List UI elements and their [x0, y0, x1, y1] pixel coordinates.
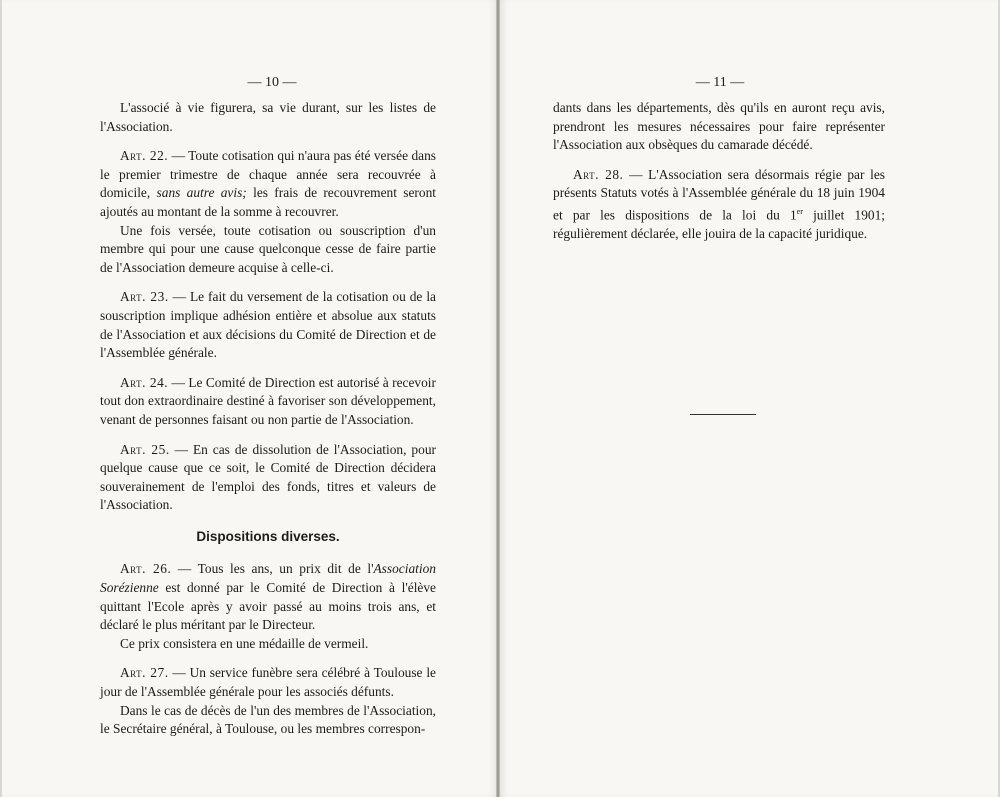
article-26-label: Art. 26.: [120, 561, 172, 577]
page-number-10: — 10 —: [247, 75, 297, 90]
article-25-text: — En cas de dissolution de l'Association, pour quelque cause que ce soit, le Comité de Direction décidera souverainement de l'emploi des fonds, titres et valeurs de l'Association.: [100, 441, 436, 513]
article-23-label: Art. 23.: [120, 289, 169, 305]
article-22-label: Art. 22.: [120, 148, 169, 164]
article-28-text-b: juillet 1901; régulièrement déclarée, elle jouira de la capacité juridique.: [553, 207, 886, 242]
left-edge: [0, 0, 2, 797]
article-26-italic: Association Sorézienne: [100, 561, 436, 596]
intro-paragraph: L'associé à vie figurera, sa vie durant, sur les listes de l'Association.: [100, 100, 436, 134]
article-24-text: — Le Comité de Direction est autorisé à recevoir tout don extraordinaire destiné à favoriser son développement, venant de personnes faisant ou non partie de l'Association.: [100, 374, 436, 427]
section-heading: Dispositions diverses.: [196, 528, 340, 544]
article-26-text-a: — Tous les ans, un prix dit de l': [171, 561, 374, 577]
article-26-text-b: est donné par le Comité de Direction à l'élève quittant l'Ecole après y avoir passé au moins trois ans, et déclaré le plus méritant par le Directeur.: [100, 580, 436, 633]
article-27-label: Art. 27.: [120, 665, 169, 681]
article-28-label: Art. 28.: [573, 166, 624, 182]
article-26: [100, 560, 436, 634]
article-27: [100, 664, 436, 701]
article-22-text-a: — Toute cotisation qui n'aura pas été versée dans le premier trimestre de chaque année sera recouvrée à domicile,: [100, 148, 436, 201]
article-23: [100, 288, 436, 362]
article-27-text: — Un service funèbre sera célébré à Toulouse le jour de l'Assemblée générale pour les associés défunts.: [100, 665, 436, 700]
end-rule: [690, 414, 756, 415]
article-22-italic: sans autre avis;: [156, 185, 247, 201]
article-22-text-b: les frais de recouvrement seront ajoutés au montant de la somme à recouvrer.: [100, 185, 436, 219]
continued-paragraph: dants dans les départements, dès qu'ils en auront reçu avis, prendront les mesures nécessaires pour faire représenter l'Association aux obsèques du camarade décédé.: [553, 100, 885, 153]
left-page-text: [100, 99, 436, 739]
article-22-paragraph-2: Une fois versée, toute cotisation ou souscription d'un membre qui pour une cause quelconque cesse de faire partie de l'Association demeure acquise à celle-ci.: [100, 222, 436, 275]
article-28: [553, 166, 885, 244]
article-27-paragraph-2: Dans le cas de décès de l'un des membres de l'Association, le Secrétaire général, à Toulouse, ou les membres correspon-: [100, 702, 436, 737]
article-25-label: Art. 25.: [120, 441, 170, 457]
article-23-text: — Le fait du versement de la cotisation ou de la souscription implique adhésion entière et absolue aux statuts de l'Association et aux décisions du Comité de Direction et de l'Assemblée générale.: [100, 289, 436, 361]
right-page-text: [553, 99, 885, 244]
article-25: [100, 441, 436, 515]
article-28-text-a: — L'Association sera désormais régie par les présents Statuts votés à l'Assemblée générale du 18 juin 1904 et par les dispositions de la loi du 1: [553, 166, 885, 223]
book-gutter: [496, 0, 500, 797]
article-24-label: Art. 24.: [120, 374, 169, 390]
article-24: [100, 374, 436, 430]
article-28-superscript: er: [796, 206, 803, 216]
page-number-11: — 11 —: [695, 75, 745, 90]
article-26-paragraph-2: Ce prix consistera en une médaille de vermeil.: [120, 635, 369, 651]
article-22: [100, 147, 436, 221]
